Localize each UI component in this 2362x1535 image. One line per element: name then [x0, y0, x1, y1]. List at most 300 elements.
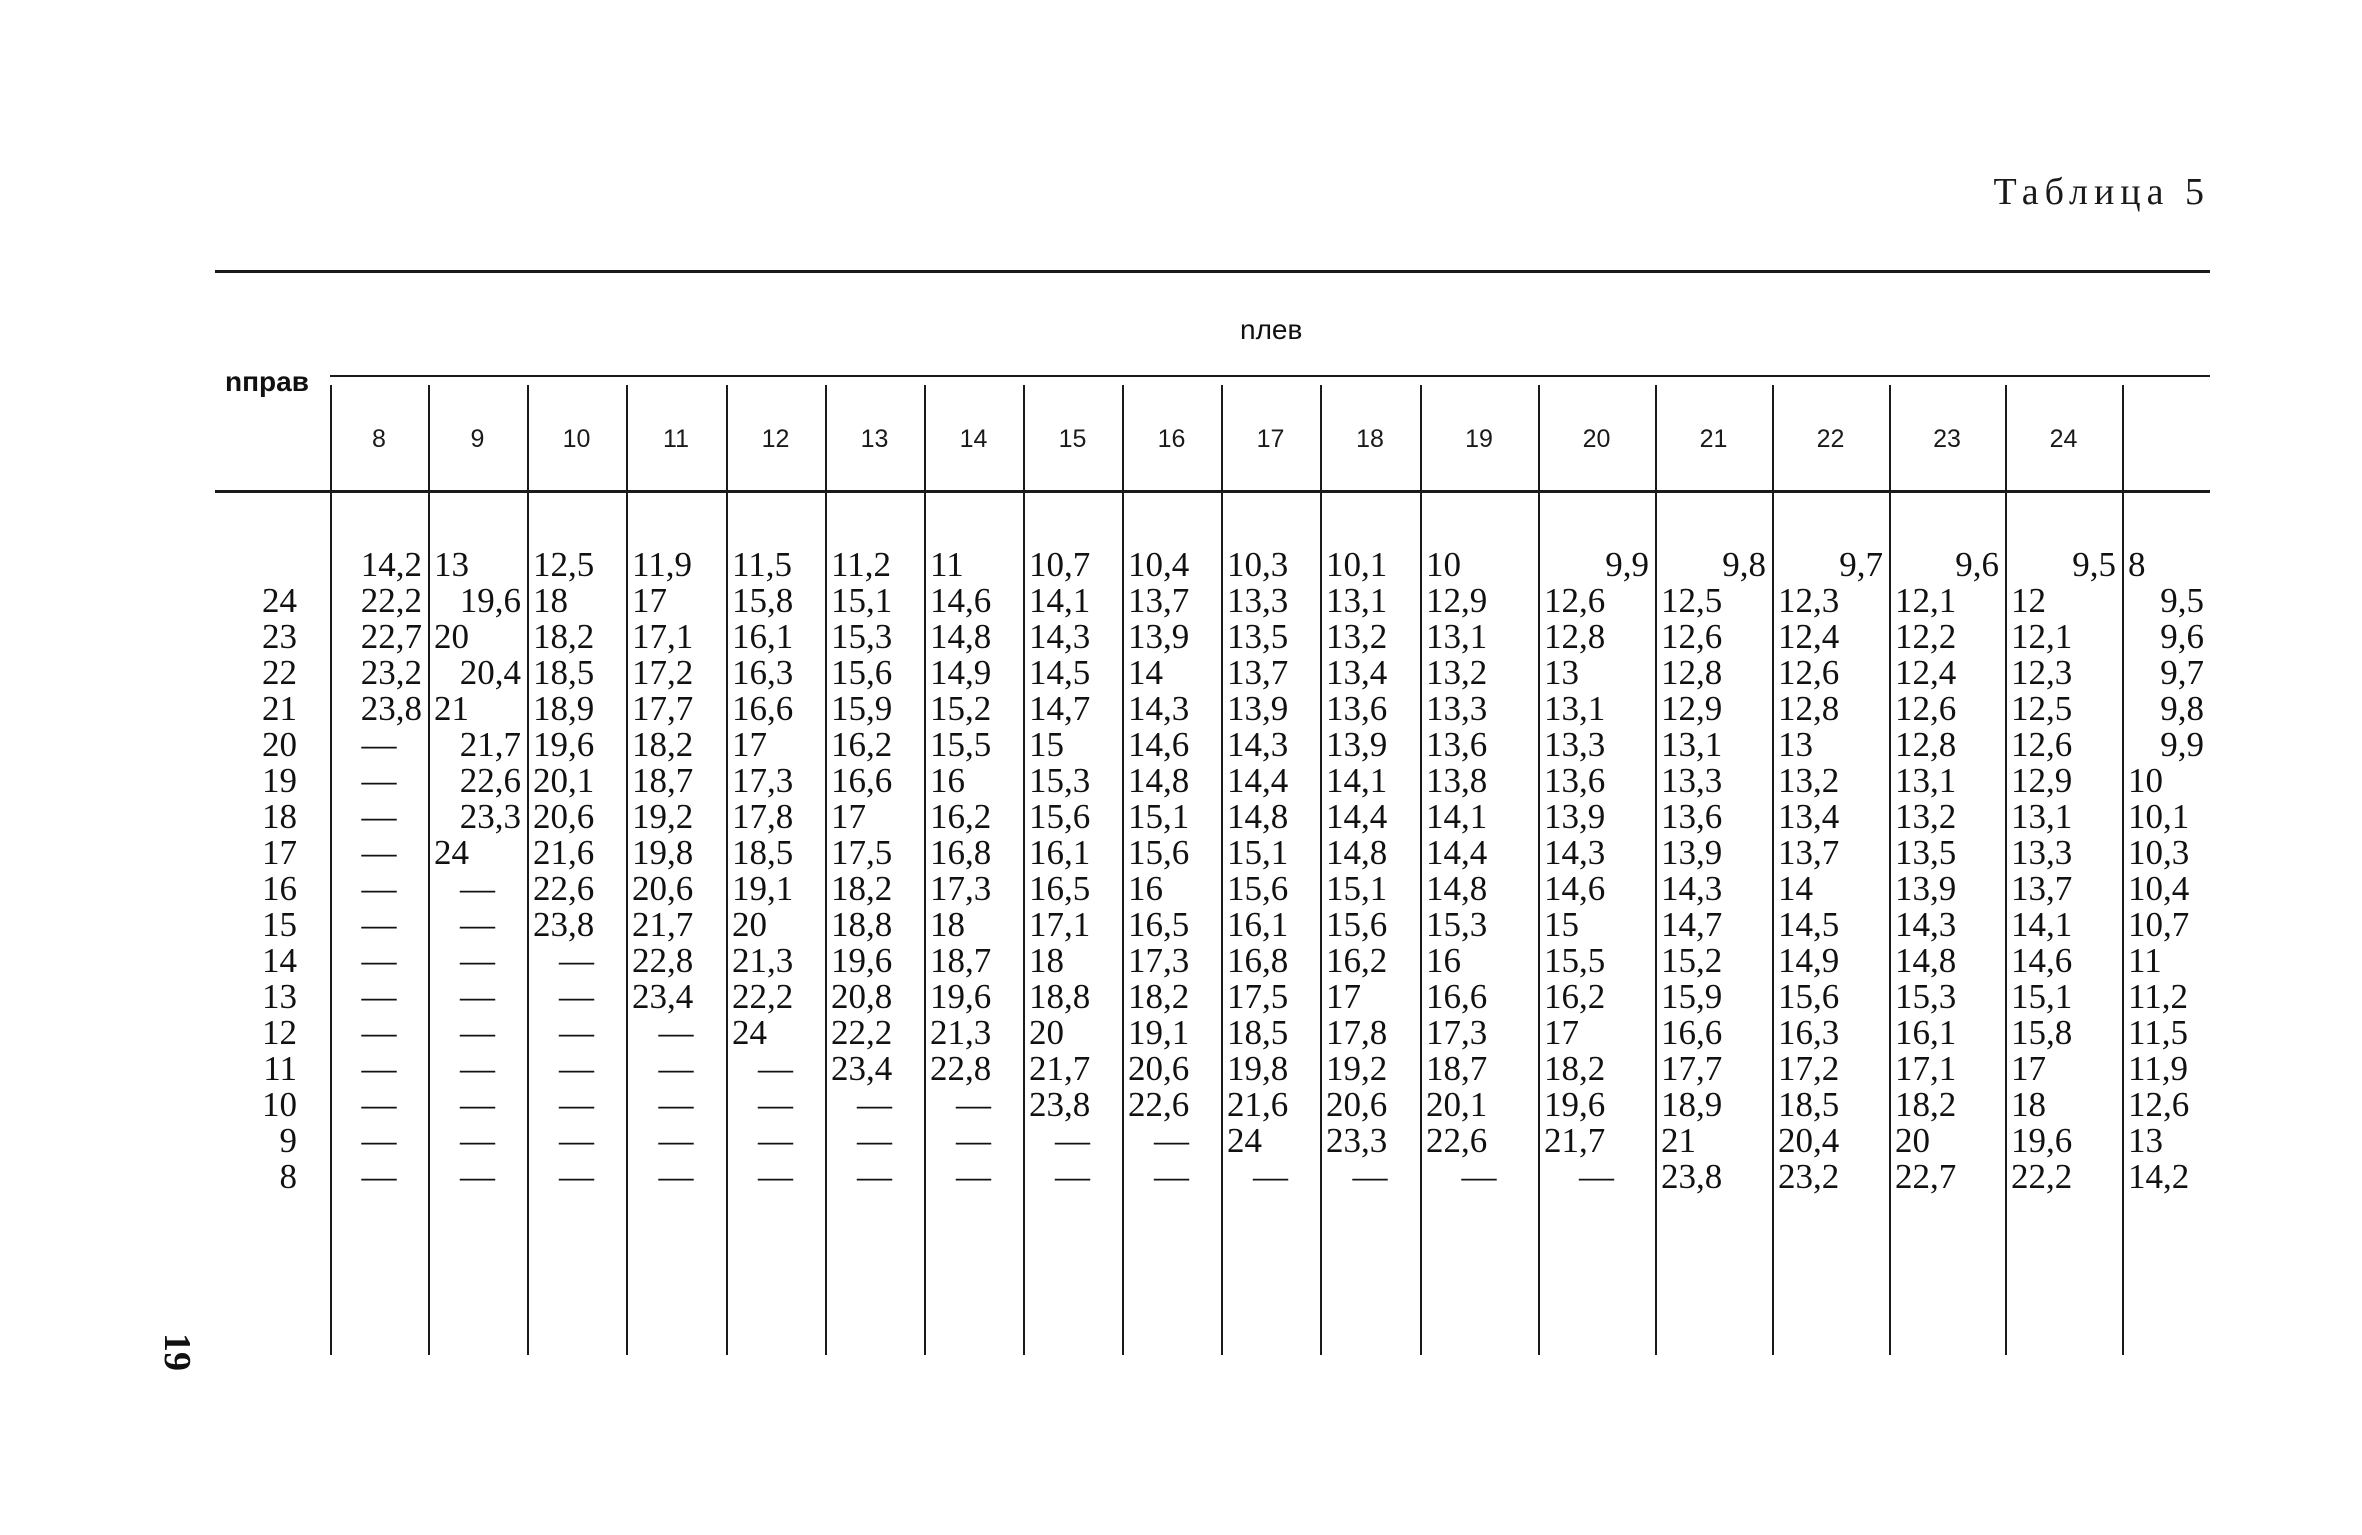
- data-column: [632, 547, 720, 1195]
- column-divider: [924, 385, 926, 1355]
- table-cell: 23,3: [459, 797, 521, 836]
- column-header: 15: [1058, 425, 1087, 453]
- table-cell: —: [1055, 1157, 1090, 1196]
- table-cell: 9,5: [2160, 581, 2204, 620]
- table-cell: 14,1: [1426, 797, 1488, 836]
- table-cell: 19,8: [632, 833, 694, 872]
- table-cell: —: [559, 1085, 594, 1124]
- table-cell: —: [758, 1049, 793, 1088]
- row-label: 13: [262, 977, 297, 1016]
- column-divider: [825, 385, 827, 1355]
- table-cell: 13,9: [1544, 797, 1606, 836]
- data-column: [1544, 547, 1649, 1195]
- data-column: [1778, 547, 1883, 1195]
- table-cell: 10,7: [1029, 545, 1091, 584]
- table-cell: —: [956, 1121, 991, 1160]
- table-cell: 20,8: [831, 977, 893, 1016]
- table-cell: 13: [1778, 725, 1813, 764]
- table-cell: 13,3: [2011, 833, 2073, 872]
- table-cell: 13,6: [1426, 725, 1488, 764]
- table-cell: —: [460, 869, 495, 908]
- column-header: 8: [372, 425, 386, 453]
- table-cell: 21,7: [632, 905, 694, 944]
- table-cell: 18,2: [1895, 1085, 1957, 1124]
- table-cell: 9,6: [2160, 617, 2204, 656]
- table-cell: 15,6: [1778, 977, 1840, 1016]
- column-divider: [1420, 385, 1422, 1355]
- data-column: [1895, 547, 1999, 1195]
- table-cell: 15,1: [1227, 833, 1289, 872]
- row-label: [235, 547, 297, 583]
- row-label: 15: [262, 905, 297, 944]
- column-divider: [1023, 385, 1025, 1355]
- table-cell: 13,1: [2011, 797, 2073, 836]
- table-cell: 14,4: [1227, 761, 1289, 800]
- table-cell: 15,8: [2011, 1013, 2073, 1052]
- table-cell: 14,1: [1326, 761, 1388, 800]
- table-cell: 12,4: [1778, 617, 1840, 656]
- table-cell: 15,3: [1029, 761, 1091, 800]
- table-cell: 17: [831, 797, 866, 836]
- row-label: 24: [262, 581, 297, 620]
- table-cell: 17,2: [1778, 1049, 1840, 1088]
- table-cell: 15,5: [1544, 941, 1606, 980]
- data-column: [2128, 547, 2204, 1195]
- table-cell: 13: [434, 545, 469, 584]
- table-cell: 19,8: [1227, 1049, 1289, 1088]
- column-divider: [1320, 385, 1322, 1355]
- table-cell: 12,9: [1661, 689, 1723, 728]
- table-cell: 11,5: [2128, 1013, 2188, 1052]
- data-column: [1426, 547, 1532, 1195]
- table-cell: 13,2: [1426, 653, 1488, 692]
- table-cell: —: [361, 797, 397, 836]
- table-cell: 18,2: [1544, 1049, 1606, 1088]
- table-cell: 19,6: [533, 725, 595, 764]
- table-cell: —: [857, 1121, 892, 1160]
- column-header: 21: [1699, 425, 1728, 453]
- table-cell: 13,3: [1227, 581, 1289, 620]
- table-cell: 22,6: [533, 869, 595, 908]
- table-cell: 20,4: [1778, 1121, 1840, 1160]
- table-cell: 15,2: [1661, 941, 1723, 980]
- table-cell: 13,2: [1895, 797, 1957, 836]
- table-cell: 12,6: [1661, 617, 1723, 656]
- spanner-rule: [330, 375, 2210, 377]
- data-column: [1029, 547, 1116, 1195]
- table-cell: 21,3: [930, 1013, 992, 1052]
- table-cell: 22,6: [1128, 1085, 1190, 1124]
- table-cell: 21,7: [1544, 1121, 1606, 1160]
- table-cell: 18,5: [533, 653, 595, 692]
- table-cell: 16,5: [1029, 869, 1091, 908]
- table-cell: 15,3: [1426, 905, 1488, 944]
- table-cell: 22,2: [2011, 1157, 2073, 1196]
- table-cell: 10,3: [2128, 833, 2190, 872]
- table-cell: 12,4: [1895, 653, 1957, 692]
- table-cell: 12,3: [1778, 581, 1840, 620]
- table-cell: 15: [1029, 725, 1064, 764]
- table-cell: 17,2: [632, 653, 694, 692]
- table-cell: 20: [1895, 1121, 1930, 1160]
- table-cell: 14,5: [1029, 653, 1091, 692]
- column-divider: [428, 385, 430, 1355]
- table-cell: 14,9: [1778, 941, 1840, 980]
- table-cell: 12,6: [1895, 689, 1957, 728]
- table-cell: 11: [2128, 941, 2162, 980]
- table-cell: 21,7: [1029, 1049, 1091, 1088]
- table-cell: 12,8: [1661, 653, 1723, 692]
- row-label: 20: [262, 725, 297, 764]
- table-cell: 9,9: [2160, 725, 2204, 764]
- table-cell: 20,6: [533, 797, 595, 836]
- table-cell: —: [1055, 1121, 1090, 1160]
- spanner-header: nлев: [1240, 314, 1303, 345]
- table-cell: 18: [2011, 1085, 2046, 1124]
- table-cell: 16,8: [930, 833, 992, 872]
- table-cell: 12,5: [533, 545, 595, 584]
- table-cell: 14,1: [1029, 581, 1091, 620]
- table-cell: 9,8: [1722, 545, 1766, 584]
- table-cell: 16,2: [1544, 977, 1606, 1016]
- table-cell: 21,7: [459, 725, 521, 764]
- table-cell: —: [361, 869, 397, 908]
- table-cell: 19,6: [459, 581, 521, 620]
- table-cell: 14,7: [1661, 905, 1723, 944]
- table-cell: 17: [1326, 977, 1361, 1016]
- table-cell: 20: [434, 617, 469, 656]
- column-header: 14: [959, 425, 988, 453]
- table-cell: 14,8: [1227, 797, 1289, 836]
- column-header: 20: [1582, 425, 1611, 453]
- table-cell: 19,6: [2011, 1121, 2073, 1160]
- table-cell: 14,6: [2011, 941, 2073, 980]
- table-cell: 14,8: [1426, 869, 1488, 908]
- table-cell: 10,3: [1227, 545, 1289, 584]
- table-cell: —: [658, 1121, 694, 1160]
- table-cell: —: [1352, 1157, 1388, 1196]
- table-cell: 16,1: [1895, 1013, 1957, 1052]
- table-cell: 14: [1128, 653, 1163, 692]
- table-cell: 16,5: [1128, 905, 1190, 944]
- table-cell: 11,2: [831, 545, 891, 584]
- table-cell: 18: [1029, 941, 1064, 980]
- table-cell: 13,2: [1326, 617, 1388, 656]
- row-label: 14: [262, 941, 297, 980]
- table-cell: 20,1: [1426, 1085, 1488, 1124]
- table-cell: 13,1: [1661, 725, 1723, 764]
- table-cell: —: [460, 1049, 495, 1088]
- top-rule: [215, 270, 2210, 273]
- table-cell: —: [758, 1121, 793, 1160]
- table-cell: 14,8: [1895, 941, 1957, 980]
- table-cell: 19,1: [732, 869, 794, 908]
- table-cell: 18,9: [533, 689, 595, 728]
- table-cell: 19,2: [632, 797, 694, 836]
- table-cell: 15,9: [831, 689, 893, 728]
- column-divider: [1772, 385, 1774, 1355]
- table-cell: 12,8: [1895, 725, 1957, 764]
- stub-header: [225, 366, 309, 398]
- table-cell: 16: [1426, 941, 1461, 980]
- table-cell: —: [460, 941, 495, 980]
- table-cell: —: [460, 1157, 495, 1196]
- column-divider: [1655, 385, 1657, 1355]
- table-cell: 11,5: [732, 545, 792, 584]
- table-cell: 16,6: [1661, 1013, 1723, 1052]
- table-cell: 12,8: [1544, 617, 1606, 656]
- table-cell: 15,1: [831, 581, 893, 620]
- table-cell: 16: [1128, 869, 1163, 908]
- table-cell: 18,8: [831, 905, 893, 944]
- table-cell: —: [956, 1085, 991, 1124]
- table-cell: —: [361, 1049, 397, 1088]
- table-cell: 13,1: [1326, 581, 1388, 620]
- table-cell: —: [658, 1013, 694, 1052]
- table-cell: 22,2: [360, 581, 422, 620]
- column-divider: [1889, 385, 1891, 1355]
- table-cell: 23,3: [1326, 1121, 1388, 1160]
- table-cell: 17,3: [732, 761, 794, 800]
- table-cell: 15,1: [1128, 797, 1190, 836]
- table-cell: 13,6: [1544, 761, 1606, 800]
- table-cell: —: [1253, 1157, 1288, 1196]
- table-cell: 10,4: [1128, 545, 1190, 584]
- row-label: 18: [262, 797, 297, 836]
- table-cell: 13,9: [1895, 869, 1957, 908]
- column-divider: [1122, 385, 1124, 1355]
- table-cell: 18,9: [1661, 1085, 1723, 1124]
- table-cell: 13,7: [1128, 581, 1190, 620]
- table-cell: 15,5: [930, 725, 992, 764]
- table-cell: 14,6: [1544, 869, 1606, 908]
- table-cell: 13,9: [1661, 833, 1723, 872]
- table-cell: —: [1154, 1157, 1189, 1196]
- table-cell: 12,1: [2011, 617, 2073, 656]
- table-cell: 15,3: [831, 617, 893, 656]
- table-cell: 23,8: [1029, 1085, 1091, 1124]
- table-cell: 18,5: [732, 833, 794, 872]
- column-header: 10: [562, 425, 591, 453]
- column-divider: [626, 385, 628, 1355]
- table-cell: 18,2: [632, 725, 694, 764]
- table-cell: 16: [930, 761, 965, 800]
- table-cell: 11: [930, 545, 964, 584]
- row-label-column: [235, 547, 297, 1195]
- table-cell: 12,3: [2011, 653, 2073, 692]
- table-cell: 12,2: [1895, 617, 1957, 656]
- table-cell: 13,5: [1227, 617, 1289, 656]
- table-cell: 22,8: [930, 1049, 992, 1088]
- table-cell: 12,5: [1661, 581, 1723, 620]
- data-column: [2011, 547, 2116, 1195]
- table-cell: 10,1: [1326, 545, 1388, 584]
- table-cell: —: [361, 725, 397, 764]
- table-cell: 13: [2128, 1121, 2163, 1160]
- row-label: 23: [262, 617, 297, 656]
- table-cell: 18,2: [533, 617, 595, 656]
- table-cell: 23,8: [360, 689, 422, 728]
- table-cell: —: [857, 1157, 892, 1196]
- table-cell: 17,1: [632, 617, 694, 656]
- table-cell: 13,6: [1661, 797, 1723, 836]
- table-cell: —: [361, 761, 397, 800]
- table-cell: 13,1: [1895, 761, 1957, 800]
- table-cell: 14,8: [1128, 761, 1190, 800]
- table-cell: 17,8: [1326, 1013, 1388, 1052]
- table-cell: 14: [1778, 869, 1813, 908]
- header-bottom-rule: [215, 490, 2210, 493]
- table-cell: 10,7: [2128, 905, 2190, 944]
- table-cell: 14,7: [1029, 689, 1091, 728]
- table-cell: 8: [2128, 545, 2146, 584]
- table-cell: 18,7: [1426, 1049, 1488, 1088]
- table-cell: 22,2: [732, 977, 794, 1016]
- table-cell: 16,6: [1426, 977, 1488, 1016]
- table-cell: 17,1: [1895, 1049, 1957, 1088]
- table-cell: 21,3: [732, 941, 794, 980]
- table-cell: 22,6: [1426, 1121, 1488, 1160]
- table-cell: 14,3: [1029, 617, 1091, 656]
- column-divider: [527, 385, 529, 1355]
- table-cell: —: [361, 1013, 397, 1052]
- table-cell: 19,6: [930, 977, 992, 1016]
- table-cell: 24: [434, 833, 469, 872]
- table-cell: 23,2: [1778, 1157, 1840, 1196]
- table-cell: 17: [732, 725, 767, 764]
- table-cell: —: [559, 941, 594, 980]
- column-header: 24: [2049, 425, 2078, 453]
- table-cell: 14,2: [2128, 1157, 2190, 1196]
- table-cell: 23,2: [360, 653, 422, 692]
- table-cell: 15,6: [1029, 797, 1091, 836]
- table-cell: —: [460, 1013, 495, 1052]
- row-label: 22: [262, 653, 297, 692]
- table-cell: 11,9: [632, 545, 692, 584]
- row-label: 21: [262, 689, 297, 728]
- row-label: 8: [279, 1157, 297, 1196]
- row-label: 17: [262, 833, 297, 872]
- table-cell: —: [361, 977, 397, 1016]
- table-cell: 17: [1544, 1013, 1579, 1052]
- table-cell: 16,6: [831, 761, 893, 800]
- table-cell: 16,2: [930, 797, 992, 836]
- table-cell: 21,6: [533, 833, 595, 872]
- table-cell: 13,7: [2011, 869, 2073, 908]
- table-cell: 19,1: [1128, 1013, 1190, 1052]
- table-cell: 24: [732, 1013, 767, 1052]
- table-cell: —: [559, 1049, 594, 1088]
- table-cell: 18,2: [831, 869, 893, 908]
- table-cell: 14,3: [1661, 869, 1723, 908]
- column-header: 19: [1465, 425, 1493, 453]
- table-cell: 18,2: [1128, 977, 1190, 1016]
- table-cell: 22,6: [459, 761, 521, 800]
- data-column: [1227, 547, 1314, 1195]
- table-cell: 23,8: [533, 905, 595, 944]
- table-cell: —: [460, 1085, 495, 1124]
- table-cell: 23,4: [632, 977, 694, 1016]
- table-cell: 17,5: [1227, 977, 1289, 1016]
- table-cell: 17,3: [930, 869, 992, 908]
- table-cell: 16,1: [732, 617, 794, 656]
- column-header: 22: [1816, 425, 1845, 453]
- table-cell: 17,8: [732, 797, 794, 836]
- table-cell: 14,3: [1895, 905, 1957, 944]
- table-cell: —: [361, 833, 397, 872]
- column-divider: [1538, 385, 1540, 1355]
- data-column: [336, 547, 422, 1195]
- table-cell: 12,6: [1544, 581, 1606, 620]
- table-cell: 13,6: [1326, 689, 1388, 728]
- data-column: [434, 547, 521, 1195]
- table-cell: —: [857, 1085, 892, 1124]
- table-cell: —: [1461, 1157, 1497, 1196]
- table-cell: 15,9: [1661, 977, 1723, 1016]
- table-cell: 18,7: [930, 941, 992, 980]
- table-cell: 14,4: [1426, 833, 1488, 872]
- table-cell: —: [460, 1121, 495, 1160]
- table-cell: 14,6: [930, 581, 992, 620]
- table-cell: 10,4: [2128, 869, 2190, 908]
- table-cell: —: [559, 1013, 594, 1052]
- table-cell: 14,3: [1544, 833, 1606, 872]
- table-cell: 9,5: [2072, 545, 2116, 584]
- data-column: [732, 547, 819, 1195]
- table-cell: 11,9: [2128, 1049, 2188, 1088]
- table-cell: 21: [434, 689, 469, 728]
- table-cell: 10,1: [2128, 797, 2190, 836]
- table-cell: 13,1: [1426, 617, 1488, 656]
- table-cell: 17,3: [1426, 1013, 1488, 1052]
- column-header: 16: [1157, 425, 1186, 453]
- table-cell: 17,3: [1128, 941, 1190, 980]
- table-cell: 15,3: [1895, 977, 1957, 1016]
- table-cell: 10: [1426, 545, 1461, 584]
- data-column: [1661, 547, 1766, 1195]
- table-cell: 13,5: [1895, 833, 1957, 872]
- table-cell: 15,1: [1326, 869, 1388, 908]
- column-divider: [726, 385, 728, 1355]
- table-cell: 15,1: [2011, 977, 2073, 1016]
- table-cell: 12,9: [2011, 761, 2073, 800]
- table-cell: 20: [1029, 1013, 1064, 1052]
- table-cell: 17,7: [632, 689, 694, 728]
- table-cell: 9,6: [1955, 545, 1999, 584]
- table-cell: 20,4: [459, 653, 521, 692]
- table-cell: 12,6: [2011, 725, 2073, 764]
- table-cell: 15,8: [732, 581, 794, 620]
- table-cell: 20,6: [632, 869, 694, 908]
- column-header: 17: [1256, 425, 1285, 453]
- table-cell: 12,8: [1778, 689, 1840, 728]
- table-cell: —: [559, 977, 594, 1016]
- table-cell: 13,4: [1778, 797, 1840, 836]
- data-column: [930, 547, 1017, 1195]
- table-cell: 14,6: [1128, 725, 1190, 764]
- table-cell: 12: [2011, 581, 2046, 620]
- table-cell: 13,3: [1426, 689, 1488, 728]
- column-divider: [2005, 385, 2007, 1355]
- table-cell: —: [361, 1085, 397, 1124]
- table-cell: 12,6: [1778, 653, 1840, 692]
- column-header: 18: [1356, 425, 1384, 453]
- table-cell: 14,5: [1778, 905, 1840, 944]
- table-cell: 13,8: [1426, 761, 1488, 800]
- table-cell: 20,6: [1326, 1085, 1388, 1124]
- table-cell: 15,6: [1128, 833, 1190, 872]
- table-cell: 13,4: [1326, 653, 1388, 692]
